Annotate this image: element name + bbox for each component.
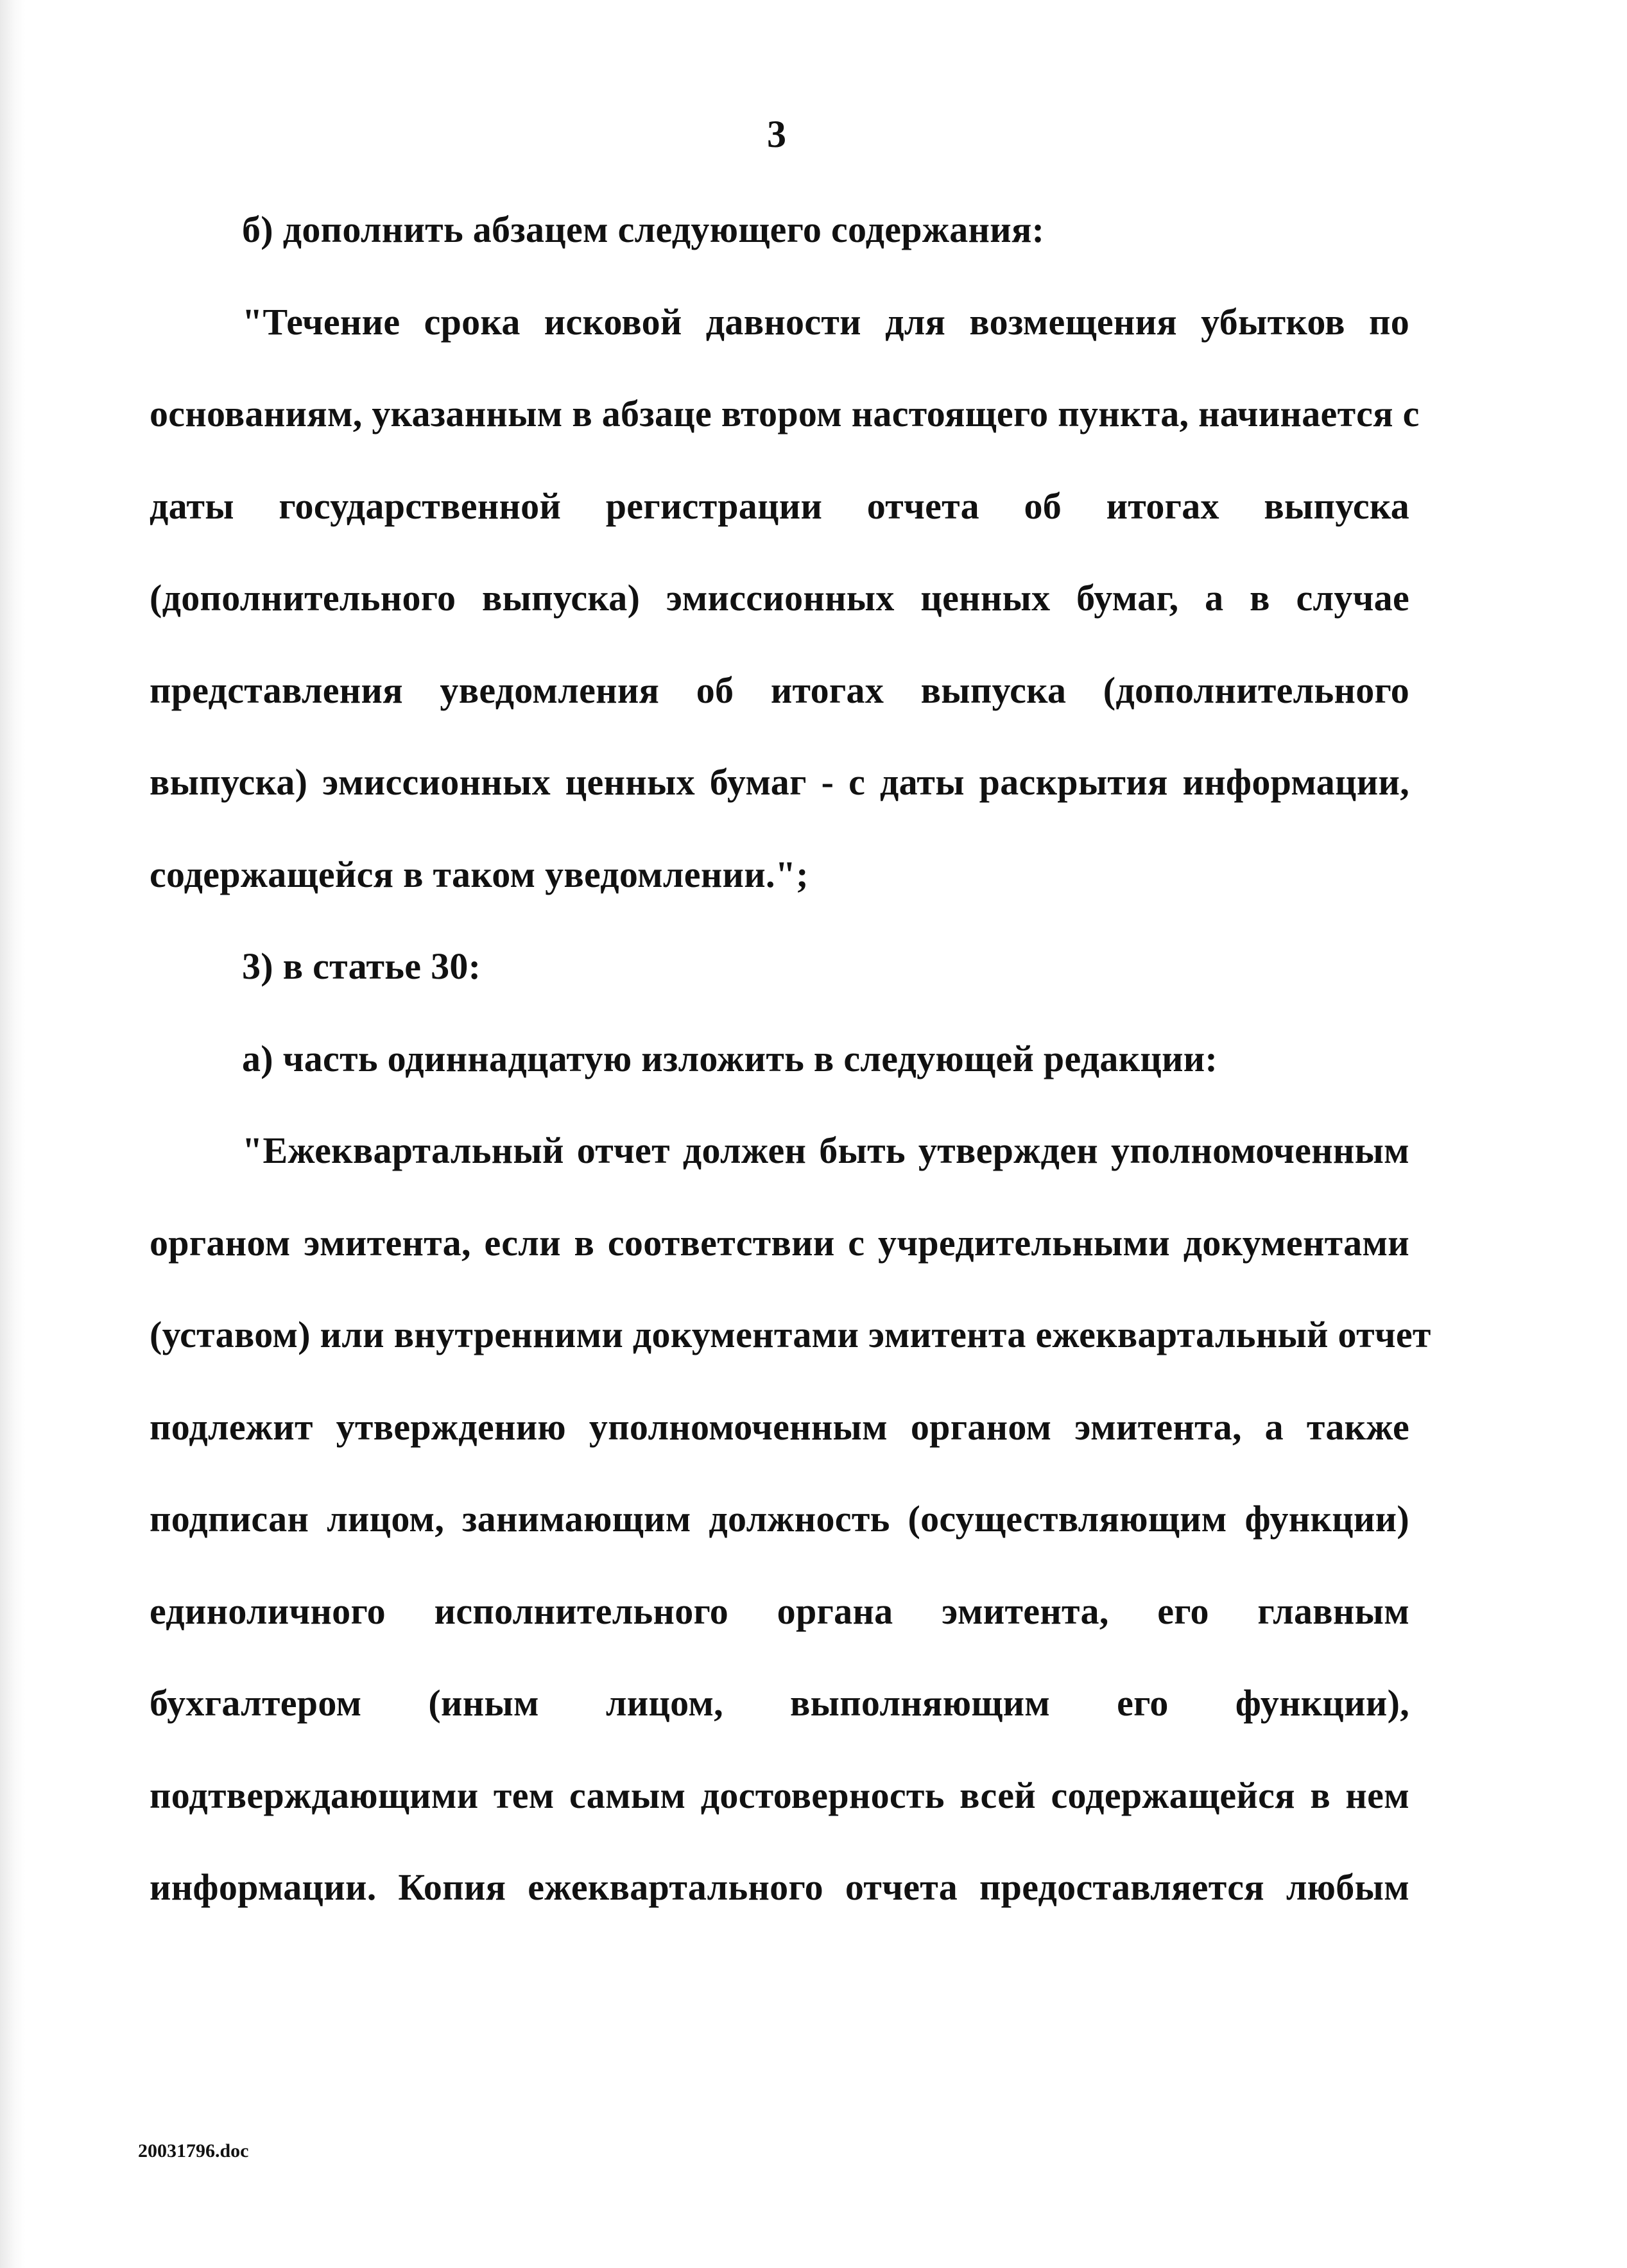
- text-line: "Ежеквартальный отчет должен быть утвержден уполномоченным: [242, 1130, 1409, 1171]
- text-line: подлежит утверждению уполномоченным органом эмитента, а также: [150, 1405, 1409, 1448]
- text-line: содержащейся в таком уведомлении.";: [150, 853, 809, 895]
- text-line: а) часть одиннадцатую изложить в следующей редакции:: [242, 1037, 1218, 1079]
- text-line: б) дополнить абзацем следующего содержания:: [242, 209, 1045, 250]
- text-line: 3) в статье 30:: [242, 945, 481, 987]
- text-line: "Течение срока исковой давности для возмещения убытков по: [242, 300, 1409, 343]
- text-line: (уставом) или внутренними документами эмитента ежеквартальный отчет: [150, 1314, 1431, 1355]
- footer-filename: 20031796.doc: [138, 2140, 249, 2161]
- text-line: подтверждающими тем самым достоверность всей содержащейся в нем: [150, 1774, 1409, 1816]
- text-line: представления уведомления об итогах выпуска (дополнительного: [150, 669, 1409, 711]
- text-line: выпуска) эмиссионных ценных бумаг - с даты раскрытия информации,: [150, 761, 1409, 803]
- text-line: основаниям, указанным в абзаце втором настоящего пункта, начинается с: [150, 393, 1420, 434]
- text-line: органом эмитента, если в соответствии с учредительными документами: [150, 1221, 1409, 1264]
- text-line: (дополнительного выпуска) эмиссионных ценных бумаг, а в случае: [150, 577, 1409, 619]
- text-line: даты государственной регистрации отчета об итогах выпуска: [150, 485, 1409, 527]
- text-line: единоличного исполнительного органа эмитента, его главным: [150, 1590, 1409, 1632]
- document-body: [150, 184, 1431, 1934]
- text-line: информации. Копия ежеквартального отчета предоставляется любым: [150, 1866, 1409, 1908]
- text-line: подписан лицом, занимающим должность (осуществляющим функции): [150, 1498, 1409, 1540]
- scan-edge: [0, 0, 26, 2268]
- text-line: бухгалтером (иным лицом, выполняющим его функции),: [150, 1682, 1409, 1724]
- page-number: 3: [767, 113, 786, 155]
